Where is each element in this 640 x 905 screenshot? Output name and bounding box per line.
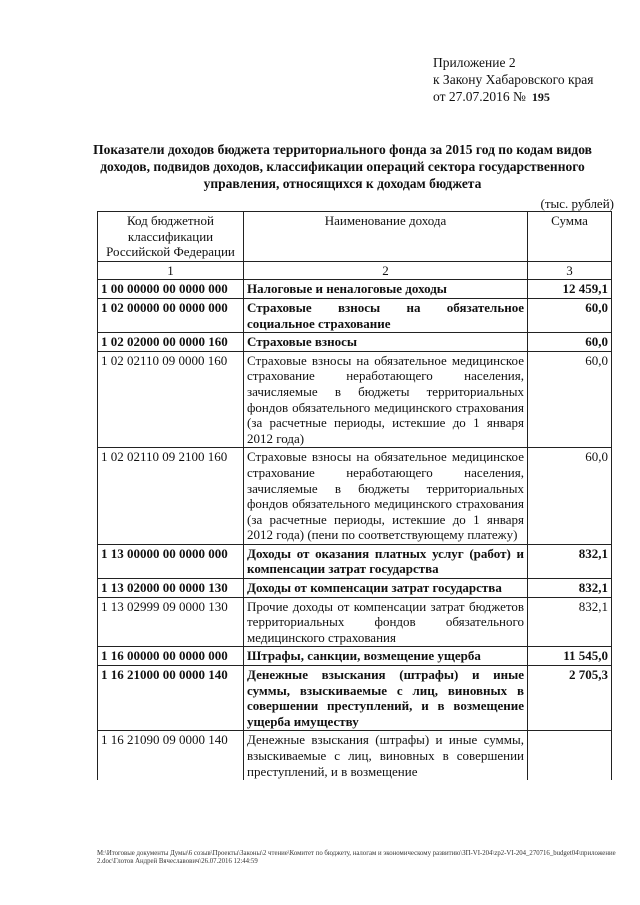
row-sum: 12 459,1 [528, 280, 612, 299]
row-code: 1 02 02110 09 2100 160 [98, 448, 244, 545]
table-header-row [98, 212, 612, 262]
row-code: 1 13 02000 00 0000 130 [98, 579, 244, 598]
appendix-date: от 27.07.2016 № [433, 89, 526, 104]
index-1: 1 [98, 261, 244, 280]
row-code: 1 02 02110 09 0000 160 [98, 351, 244, 448]
unit-label: (тыс. рублей) [540, 196, 614, 211]
table-row [98, 579, 612, 598]
row-sum: 60,0 [528, 298, 612, 332]
row-sum: 60,0 [528, 351, 612, 448]
row-sum: 832,1 [528, 544, 612, 578]
row-sum: 11 545,0 [528, 647, 612, 666]
row-sum: 832,1 [528, 579, 612, 598]
table-index-row [98, 261, 612, 280]
row-code: 1 13 02999 09 0000 130 [98, 597, 244, 647]
row-sum: 832,1 [528, 597, 612, 647]
table-row [98, 666, 612, 731]
table-row [98, 333, 612, 352]
appendix-number: 195 [531, 90, 550, 104]
header-name: Наименование дохода [244, 212, 528, 262]
row-name: Денежные взыскания (штрафы) и иные суммы, взыскиваемые с лиц, виновных в совершении преступлений, и в возмещение ущерба имуществу [244, 666, 528, 731]
table-body [98, 280, 612, 780]
row-sum [528, 731, 612, 780]
table-row [98, 351, 612, 448]
row-name: Доходы от компенсации затрат государства [244, 579, 528, 598]
appendix-law-ref: к Закону Хабаровского края [433, 72, 594, 87]
row-sum: 60,0 [528, 448, 612, 545]
appendix-date-line [433, 88, 633, 106]
table-row [98, 280, 612, 299]
row-code: 1 16 21000 00 0000 140 [98, 666, 244, 731]
header-code: Код бюджетной классификации Российской Федерации [98, 212, 244, 262]
table-row [98, 448, 612, 545]
row-name: Страховые взносы на обязательное медицинское страхование неработающего населения, зачисляемые в бюджеты территориальных фондов обязательного медицинского страхования (за расчетные периоды, истекшие до 1 января 2012 года) [244, 351, 528, 448]
row-code: 1 02 02000 00 0000 160 [98, 333, 244, 352]
row-name: Доходы от оказания платных услуг (работ) и компенсации затрат государства [244, 544, 528, 578]
document-title: Показатели доходов бюджета территориального фонда за 2015 год по кодам видов доходов, подвидов доходов, классификации операций сектора государственного управления, относящихся к доходам бюджета [93, 142, 592, 191]
appendix-label: Приложение 2 [433, 55, 516, 70]
row-name: Страховые взносы на обязательное медицинское страхование неработающего населения, зачисляемые в бюджеты территориальных фондов обязательного медицинского страхования (за расчетные периоды, истекшие до 1 января 2012 года) (пени по соответствующему платежу) [244, 448, 528, 545]
revenue-table [97, 211, 612, 780]
row-sum: 2 705,3 [528, 666, 612, 731]
row-name: Страховые взносы [244, 333, 528, 352]
index-3: 3 [528, 261, 612, 280]
row-code: 1 16 00000 00 0000 000 [98, 647, 244, 666]
row-name: Денежные взыскания (штрафы) и иные суммы, взыскиваемые с лиц, виновных в совершении преступлений, и в возмещение [244, 731, 528, 780]
table-row [98, 544, 612, 578]
table-row [98, 597, 612, 647]
row-name: Штрафы, санкции, возмещение ущерба [244, 647, 528, 666]
row-code: 1 02 00000 00 0000 000 [98, 298, 244, 332]
table-row [98, 731, 612, 780]
file-path-footer: M:\Итоговые документы Думы\6 созыв\Проекты\Законы\2 чтение\Комитет по бюджету, налогам и экономическому развитию\ЗП-VI-204\zp2-VI-204_270716_budget04\приложение 2.doc\Глотов Андрей Вячеславович\26.07.2016 12:44:59 [97, 850, 616, 865]
row-code: 1 16 21090 09 0000 140 [98, 731, 244, 780]
row-sum: 60,0 [528, 333, 612, 352]
row-name: Страховые взносы на обязательное социальное страхование [244, 298, 528, 332]
appendix-header [433, 54, 633, 106]
header-sum: Сумма [528, 212, 612, 262]
row-name: Налоговые и неналоговые доходы [244, 280, 528, 299]
table-row [98, 647, 612, 666]
row-code: 1 00 00000 00 0000 000 [98, 280, 244, 299]
index-2: 2 [244, 261, 528, 280]
row-name: Прочие доходы от компенсации затрат бюджетов территориальных фондов обязательного медицинского страхования [244, 597, 528, 647]
table-row [98, 298, 612, 332]
row-code: 1 13 00000 00 0000 000 [98, 544, 244, 578]
